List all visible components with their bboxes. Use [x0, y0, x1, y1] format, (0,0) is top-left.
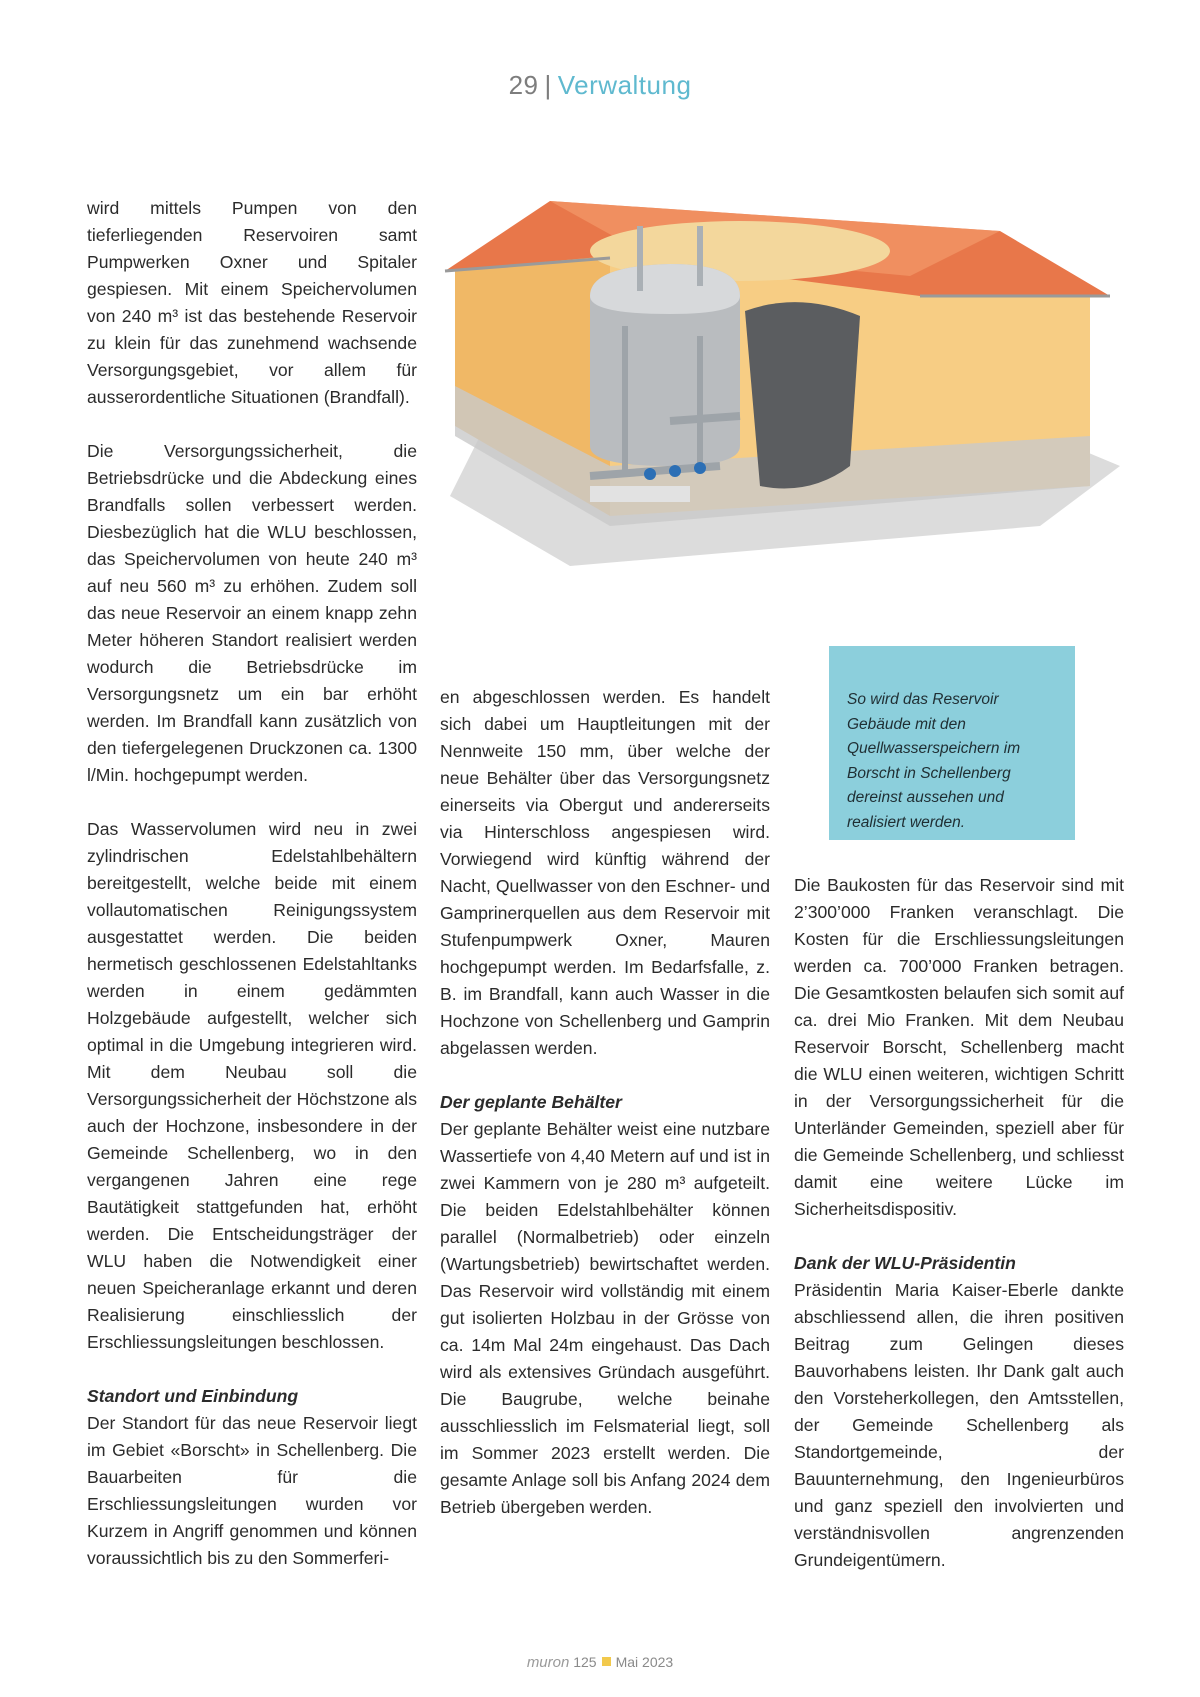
- paragraph: Das Wasservolumen wird neu in zwei zylindrischen Edelstahlbehältern bereitgestellt, welche beide mit einem vollautomatischen Reinigungssystem ausgestattet werden. Die beiden hermetisch geschlossenen Edelstahltanks werden in einem gedämmten Holzgebäude aufgestellt, welcher sich optimal in die Umgebung integrieren wird. Mit dem Neubau soll die Versorgungssicherheit der Höchstzone als auch der Hochzone, insbesondere in der Gemeinde Schellenberg, wo in den vergangenen Jahren eine rege Bautätigkeit stattgefunden hat, erhöht werden. Die Entscheidungsträger der WLU haben die Notwendigkeit einer neuen Speicheranlage erkannt und deren Realisierung einschliesslich der Erschliessungsleitungen beschlossen.: [87, 819, 417, 1352]
- manifold-pipe: [670, 416, 740, 421]
- paragraph: wird mittels Pumpen von den tieferliegenden Reservoiren samt Pumpwerken Oxner und Spitaler gespiesen. Mit einem Speichervolumen von 240 m³ ist das bestehende Reservoir zu klein für das zunehmend wachsende Versorgungsgebiet, vor allem für ausserordentliche Situationen (Brandfall).: [87, 198, 417, 407]
- page-footer: [0, 1654, 1200, 1671]
- issue-date: Mai 2023: [615, 1654, 674, 1670]
- subheading-standort: Standort und Einbindung: [87, 1386, 299, 1406]
- column-1: [87, 195, 417, 1572]
- page-number: 29: [508, 70, 539, 100]
- subheading-behaelter: Der geplante Behälter: [440, 1092, 622, 1112]
- paragraph: Die Baukosten für das Reservoir sind mit 2’300’000 Franken veranschlagt. Die Kosten für die Erschliessungsleitungen werden ca. 700’000 Franken betragen. Die Gesamtkosten belaufen sich somit auf ca. drei Mio Franken. Mit dem Neubau Reservoir Borscht, Schellenberg macht die WLU einen weiteren, wichtigen Schritt in der Versorgungssicherheit für die Unterländer Gemeinden, speziell aber für die Gemeinde Schellenberg, und schliesst damit eine weitere Lücke im Sicherheitsdispositiv.: [794, 875, 1124, 1219]
- column-3: [794, 872, 1124, 1574]
- valve: [694, 462, 706, 474]
- column-2: [440, 684, 770, 1521]
- paragraph: en abgeschlossen werden. Es handelt sich dabei um Hauptleitungen mit der Nennweite 150 mm, über welche der neue Behälter über das Versorgungsnetz einerseits via Obergut und andererseits via Hinterschloss angespiesen wird. Vorwiegend wird künftig während der Nacht, Quellwasser von den Eschner- und Gamprinerquellen aus dem Reservoir mit Stufenpumpwerk Oxner, Mauren hochgepumpt werden. Im Bedarfsfalle, z. B. im Brandfall, kann auch Wasser in die Hochzone von Schellenberg und Gamprin abgelassen werden.: [440, 687, 770, 1058]
- section-title: Verwaltung: [557, 70, 692, 100]
- steel-tank-right: [745, 302, 860, 488]
- reservoir-illustration: [440, 196, 1128, 606]
- header-separator: |: [544, 70, 552, 100]
- magazine-brand: muron: [526, 1654, 570, 1671]
- issue-number: 125: [573, 1654, 597, 1670]
- subheading-dank: Dank der WLU-Präsidentin: [794, 1253, 1016, 1273]
- image-caption: So wird das Reservoir Gebäude mit den Quellwasserspeichern im Borscht in Schellenberg dereinst aussehen und realisiert werden.: [829, 646, 1075, 840]
- valve-chamber: [590, 486, 690, 502]
- square-icon: [602, 1657, 611, 1666]
- valve: [669, 465, 681, 477]
- valve: [644, 468, 656, 480]
- paragraph: Die Versorgungssicherheit, die Betriebsdrücke und die Abdeckung eines Brandfalls sollen verbessert werden. Diesbezüglich hat die WLU beschlossen, das Speichervolumen von heute 240 m³ auf neu 560 m³ zu erhöhen. Zudem soll das neue Reservoir an einem knapp zehn Meter höheren Standort realisiert werden wodurch die Betriebsdrücke im Versorgungsnetz um ein bar erhöht werden. Im Brandfall kann zusätzlich von den tiefergelegenen Druckzonen ca. 1300 l/Min. hochgepumpt werden.: [87, 441, 417, 785]
- page-header: [0, 70, 1200, 101]
- reservoir-drawing: [440, 196, 1128, 606]
- paragraph: Präsidentin Maria Kaiser-Eberle dankte abschliessend allen, die ihren positiven Beitrag zum Gelingen dieses Bauvorhabens leisten. Ihr Dank galt auch den Vorsteherkollegen, den Amtsstellen, der Gemeinde Schellenberg als Standortgemeinde, der Bauunternehmung, den Ingenieurbüros und ganz speziell den involvierten und verständnisvollen angrenzenden Grundeigentümern.: [794, 1280, 1124, 1570]
- paragraph: Der Standort für das neue Reservoir liegt im Gebiet «Borscht» in Schellenberg. Die Bauarbeiten für die Erschliessungsleitungen wurden vor Kurzem in Angriff genommen und können voraussichtlich bis zu den Sommerferi-: [87, 1413, 417, 1568]
- paragraph: Der geplante Behälter weist eine nutzbare Wassertiefe von 4,40 Metern auf und ist in zwei Kammern von je 280 m³ aufgeteilt. Die beiden Edelstahlbehälter können parallel (Normalbetrieb) oder einzeln (Wartungsbetrieb) bewirtschaftet werden. Das Reservoir wird vollständig mit einem gut isolierten Holzbau in der Grösse von ca. 14m Mal 24m eingehaust. Das Dach wird als extensives Gründach ausgeführt. Die Baugrube, welche beinahe ausschliesslich im Felsmaterial liegt, soll im Sommer 2023 erstellt werden. Die gesamte Anlage soll bis Anfang 2024 dem Betrieb übergeben werden.: [440, 1119, 770, 1517]
